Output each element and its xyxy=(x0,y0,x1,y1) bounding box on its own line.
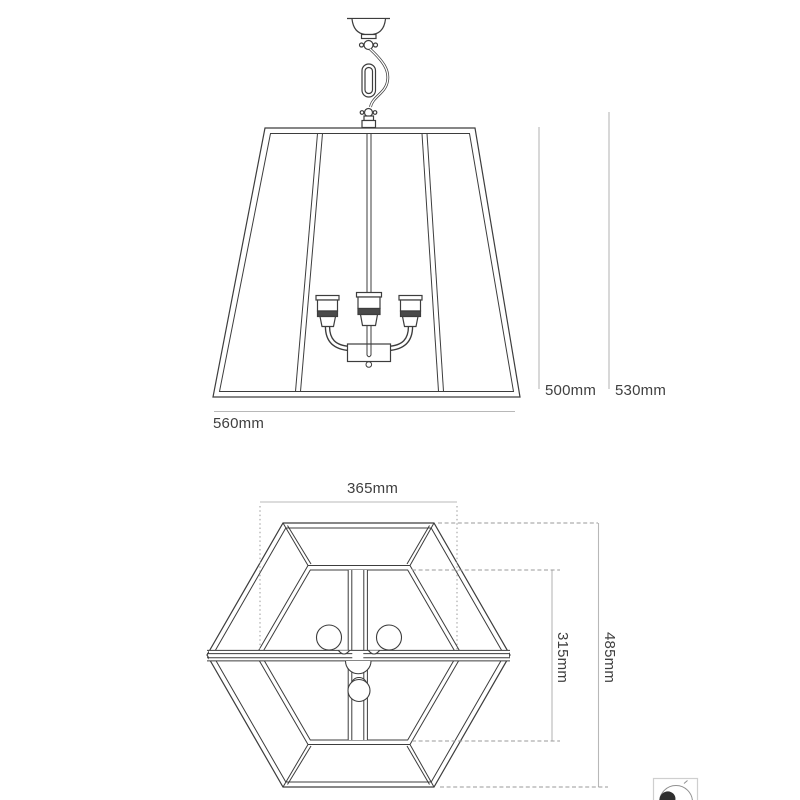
socket-center-icon xyxy=(357,293,382,345)
dimension-label-front-width: 560mm xyxy=(213,415,265,432)
lamp-cluster xyxy=(316,293,422,368)
hub-body xyxy=(348,344,391,367)
bulb-bottom-icon xyxy=(348,680,370,702)
dimension-label-front-shade-height: 500mm xyxy=(545,382,597,399)
bulb-right-icon xyxy=(377,625,402,650)
socket-right-icon xyxy=(399,296,422,327)
corner-logo-icon xyxy=(654,779,698,800)
chain-hook-icon xyxy=(360,41,388,128)
dimension-label-front-overall-height: 530mm xyxy=(615,382,667,399)
plan-view xyxy=(207,502,608,787)
dimension-label-plan-inner-height: 315mm xyxy=(554,632,571,684)
front-dimension-lines xyxy=(214,112,609,412)
ceiling-canopy-icon xyxy=(347,19,390,39)
socket-left-icon xyxy=(316,296,339,327)
front-view xyxy=(213,19,609,412)
cross-bars xyxy=(207,570,510,740)
dimension-label-plan-top-width: 365mm xyxy=(347,480,399,497)
bulb-left-icon xyxy=(317,625,342,650)
dimension-label-plan-overall-height: 485mm xyxy=(601,632,618,684)
